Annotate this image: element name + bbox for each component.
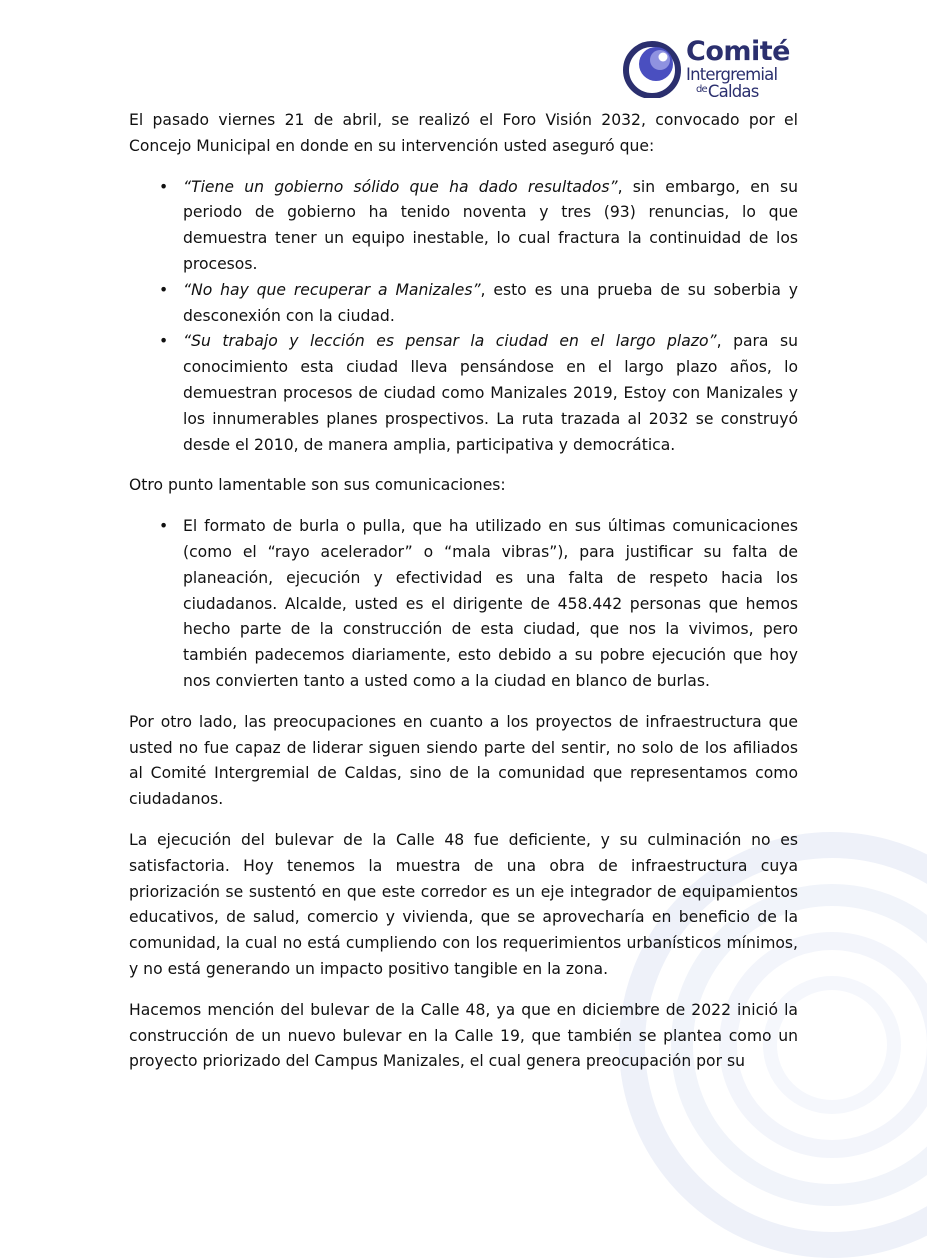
- communications-list: [129, 514, 798, 695]
- document-body: [129, 108, 798, 1090]
- comite-logo: [622, 36, 922, 102]
- paragraph-calle-48: La ejecución del bulevar de la Calle 48 fue deficiente, y su culminación no es satisfactoria. Hoy tenemos la muestra de una obra de infraestructura cuya priorización se sustentó en que este corredor es un eje integrador de equipamientos educativos, de salud, comercio y vivienda, que se aprovecharía en beneficio de la comunidad, la cual no está cumpliendo con los requerimientos urbanísticos mínimos, y no está generando un impacto positivo tangible en la zona.: [129, 830, 798, 978]
- list-item: • “Su trabajo y lección es pensar la ciudad en el largo plazo”, para su conocimiento esta ciudad lleva pensándose en el largo plazo años, lo demuestran procesos de ciudad como Manizales 2019, Estoy con Manizales y los innumerables planes prospectivos. La ruta trazada al 2032 se construyó desde el 2010, de manera amplia, participativa y democrática.: [129, 329, 798, 458]
- list-item: • El formato de burla o pulla, que ha utilizado en sus últimas comunicaciones (como el “rayo acelerador” o “mala vibras”), para justificar su falta de planeación, ejecución y efectividad es una falta de respeto hacia los ciudadanos. Alcalde, usted es el dirigente de 458.442 personas que hemos hecho parte de la construcción de esta ciudad, que nos la vivimos, pero también padecemos diariamente, esto debido a su pobre ejecución que hoy nos convierten tanto a usted como a la ciudad en blanco de burlas.: [129, 514, 798, 695]
- logo-swirl-icon: [622, 40, 682, 98]
- list-item: • “Tiene un gobierno sólido que ha dado resultados”, sin embargo, en su periodo de gobierno ha tenido noventa y tres (93) renuncias, lo que demuestra tener un equipo inestable, lo cual fractura la continuidad de los procesos.: [129, 175, 798, 278]
- list-item: • “No hay que recuperar a Manizales”, esto es una prueba de su soberbia y desconexión con la ciudad.: [129, 278, 798, 330]
- quotes-list: [129, 175, 798, 459]
- paragraph-infrastructure: Por otro lado, las preocupaciones en cuanto a los proyectos de infraestructura que usted no fue capaz de liderar siguen siendo parte del sentir, no solo de los afiliados al Comité Intergremial de Caldas, sino de la comunidad que representamos como ciudadanos.: [129, 712, 798, 809]
- logo-subtitle: Intergremial: [686, 65, 778, 84]
- paragraph-calle-19: Hacemos mención del bulevar de la Calle 48, ya que en diciembre de 2022 inició la construcción de un nuevo bulevar en la Calle 19, que también se plantea como un proyecto priorizado del Campus Manizales, el cual genera preocupación por su: [129, 1000, 798, 1071]
- logo-title: Comité: [686, 36, 790, 67]
- logo-subtitle-2: $^{de}$Caldas: [696, 82, 759, 101]
- paragraph-intro: El pasado viernes 21 de abril, se realizó el Foro Visión 2032, convocado por el Concejo Municipal en donde en su intervención usted aseguró que:: [129, 111, 798, 155]
- paragraph-communications: Otro punto lamentable son sus comunicaciones:: [129, 476, 506, 495]
